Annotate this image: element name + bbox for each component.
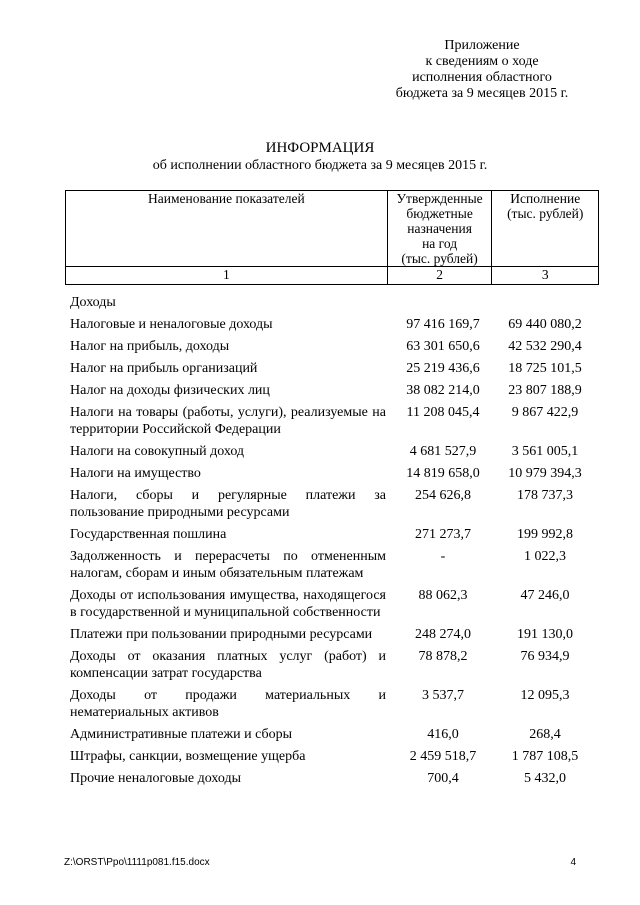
- row-approved: 78 878,2: [418, 649, 468, 664]
- row-approved: 700,4: [427, 771, 459, 786]
- table-row: [70, 748, 590, 765]
- row-executed: 12 095,3: [520, 688, 570, 703]
- row-name: Задолженность и перерасчеты по отмененным налогам, сборам и иным обязательным платежам: [70, 549, 386, 581]
- table-row: [70, 382, 590, 399]
- row-name: Налоги на совокупный доход: [70, 444, 245, 459]
- table-row: [70, 770, 590, 787]
- row-executed: 47 246,0: [520, 588, 570, 603]
- appendix-line: к сведениям о ходе: [425, 54, 539, 69]
- row-name: Доходы от использования имущества, находящегося в государственной и муниципальной собственности: [70, 588, 386, 620]
- row-executed: 3 561 005,1: [511, 444, 579, 459]
- table-body: [70, 294, 590, 792]
- page-number: 4: [570, 857, 576, 868]
- row-approved: 2 459 518,7: [409, 749, 477, 764]
- table-row: [70, 526, 590, 543]
- section-title: Доходы: [70, 295, 116, 310]
- table-row: [70, 648, 590, 682]
- row-name: Налог на доходы физических лиц: [70, 383, 270, 398]
- row-executed: 18 725 101,5: [508, 361, 582, 376]
- row-executed: 76 934,9: [520, 649, 570, 664]
- document-subtitle: об исполнении областного бюджета за 9 месяцев 2015 г.: [152, 158, 488, 173]
- row-name: Налог на прибыль, доходы: [70, 339, 230, 354]
- row-approved: 11 208 045,4: [406, 405, 480, 420]
- table-row: [70, 626, 590, 643]
- appendix-note: [382, 38, 582, 102]
- table-row: [70, 404, 590, 438]
- table-row: [70, 587, 590, 621]
- row-name: Налог на прибыль организаций: [70, 361, 258, 376]
- row-executed: 23 807 188,9: [508, 383, 582, 398]
- row-name: Административные платежи и сборы: [70, 727, 292, 742]
- row-executed: 10 979 394,3: [508, 466, 582, 481]
- row-executed: 199 992,8: [517, 527, 573, 542]
- row-name: Прочие неналоговые доходы: [70, 771, 242, 786]
- column-header-executed: Исполнение (тыс. рублей): [492, 191, 599, 267]
- row-executed: 191 130,0: [517, 627, 573, 642]
- document-heading: [0, 140, 640, 174]
- appendix-line: Приложение: [444, 38, 520, 53]
- row-approved: 254 626,8: [415, 488, 471, 503]
- row-name: Штрафы, санкции, возмещение ущерба: [70, 749, 306, 764]
- table-row: [70, 443, 590, 460]
- page-footer: [64, 857, 576, 868]
- row-executed: 5 432,0: [524, 771, 566, 786]
- row-name: Налоги на имущество: [70, 466, 201, 481]
- table-header: [65, 190, 599, 285]
- table-row: [70, 465, 590, 482]
- row-executed: 42 532 290,4: [508, 339, 582, 354]
- column-number: 1: [66, 267, 388, 285]
- row-executed: 69 440 080,2: [508, 317, 582, 332]
- file-path: Z:\ORST\Ppo\1111p081.f15.docx: [64, 857, 210, 868]
- row-approved: 88 062,3: [418, 588, 468, 603]
- column-header-name: Наименование показателей: [66, 191, 388, 267]
- row-approved: 14 819 658,0: [406, 466, 480, 481]
- appendix-line: бюджета за 9 месяцев 2015 г.: [395, 86, 569, 101]
- table-row: [70, 360, 590, 377]
- row-approved: 25 219 436,6: [406, 361, 480, 376]
- row-name: Налоги на товары (работы, услуги), реализуемые на территории Российской Федерации: [70, 405, 386, 437]
- row-name: Налоговые и неналоговые доходы: [70, 317, 273, 332]
- row-approved: 271 273,7: [415, 527, 471, 542]
- row-approved: 248 274,0: [415, 627, 471, 642]
- row-executed: 268,4: [529, 727, 561, 742]
- row-name: Государственная пошлина: [70, 527, 227, 542]
- row-name: Доходы от оказания платных услуг (работ) и компенсации затрат государства: [70, 649, 386, 681]
- row-approved: 4 681 527,9: [409, 444, 477, 459]
- column-header-approved: Утвержденные бюджетные назначения на год (тыс. рублей): [387, 191, 492, 267]
- document-title: ИНФОРМАЦИЯ: [265, 140, 375, 156]
- row-approved: 416,0: [427, 727, 459, 742]
- row-approved: 3 537,7: [422, 688, 464, 703]
- table-row: [70, 548, 590, 582]
- row-name: Платежи при пользовании природными ресурсами: [70, 627, 373, 642]
- row-approved: 97 416 169,7: [406, 317, 480, 332]
- table-row: [70, 316, 590, 333]
- row-executed: 9 867 422,9: [511, 405, 579, 420]
- column-number: 3: [492, 267, 599, 285]
- appendix-line: исполнения областного: [412, 70, 552, 85]
- row-approved: 38 082 214,0: [406, 383, 480, 398]
- row-executed: 178 737,3: [517, 488, 573, 503]
- row-approved: -: [440, 549, 446, 564]
- table-row: [70, 687, 590, 721]
- table-row: [70, 338, 590, 355]
- table-row: [70, 487, 590, 521]
- row-approved: 63 301 650,6: [406, 339, 480, 354]
- row-executed: 1 022,3: [524, 549, 566, 564]
- column-number: 2: [387, 267, 492, 285]
- table-row: [70, 726, 590, 743]
- row-name: Налоги, сборы и регулярные платежи за пользование природными ресурсами: [70, 488, 386, 520]
- row-name: Доходы от продажи материальных и нематериальных активов: [70, 688, 386, 720]
- row-executed: 1 787 108,5: [511, 749, 579, 764]
- section-row: [70, 294, 590, 311]
